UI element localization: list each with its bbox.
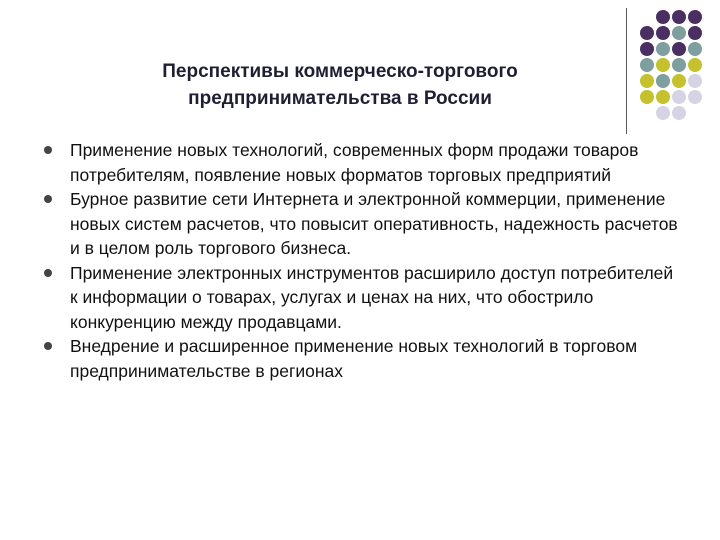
bullet-list — [44, 138, 684, 383]
bullet-text: Применение электронных инструментов расширило доступ потребителей к информации о товарах, услугах и ценах на них, что обострило конкуренцию между продавцами. — [70, 262, 674, 332]
decorative-dot — [672, 106, 686, 120]
bullet-dot-icon — [44, 195, 52, 203]
decorative-dot — [688, 90, 702, 104]
decorative-dot — [640, 90, 654, 104]
decorative-dot — [640, 26, 654, 40]
decorative-dot — [688, 74, 702, 88]
decorative-dot — [656, 26, 670, 40]
bullet-dot-icon — [44, 146, 52, 154]
bullet-dot-icon — [44, 269, 52, 277]
decorative-dot — [688, 10, 702, 24]
decorative-dot — [688, 42, 702, 56]
decorative-dot — [672, 26, 686, 40]
decorative-dot — [672, 10, 686, 24]
decorative-dot — [656, 106, 670, 120]
decorative-dot — [656, 90, 670, 104]
decorative-dot — [672, 74, 686, 88]
bullet-item — [44, 334, 684, 383]
bullet-item — [44, 261, 684, 335]
decorative-dot — [656, 42, 670, 56]
decorative-dot — [672, 90, 686, 104]
title-divider-line — [626, 8, 627, 134]
decorative-dot — [640, 58, 654, 72]
decorative-dot — [640, 42, 654, 56]
slide-title — [80, 58, 600, 112]
bullet-text: Внедрение и расширенное применение новых технологий в торговом предпринимательстве в регионах — [70, 336, 638, 381]
decorative-dot — [688, 26, 702, 40]
bullet-text: Бурное развитие сети Интернета и электронной коммерции, применение новых систем расчетов, что повысит оперативность, надежность расчетов и в целом роль торгового бизнеса. — [70, 189, 678, 258]
decorative-dot — [656, 74, 670, 88]
decorative-dot — [672, 42, 686, 56]
decorative-dot — [656, 58, 670, 72]
bullet-item — [44, 187, 684, 261]
decorative-dot — [688, 58, 702, 72]
slide-title-line-2: предпринимательства в России — [188, 88, 492, 109]
decorative-dot — [656, 10, 670, 24]
bullet-item — [44, 138, 684, 187]
bullet-text: Применение новых технологий, современных форм продажи товаров потребителям, появление новых форматов торговых предприятий — [70, 140, 639, 185]
slide-title-line-1: Перспективы коммерческо-торгового — [162, 61, 518, 82]
decorative-dot — [640, 74, 654, 88]
bullet-dot-icon — [44, 342, 52, 350]
decorative-dot — [672, 58, 686, 72]
